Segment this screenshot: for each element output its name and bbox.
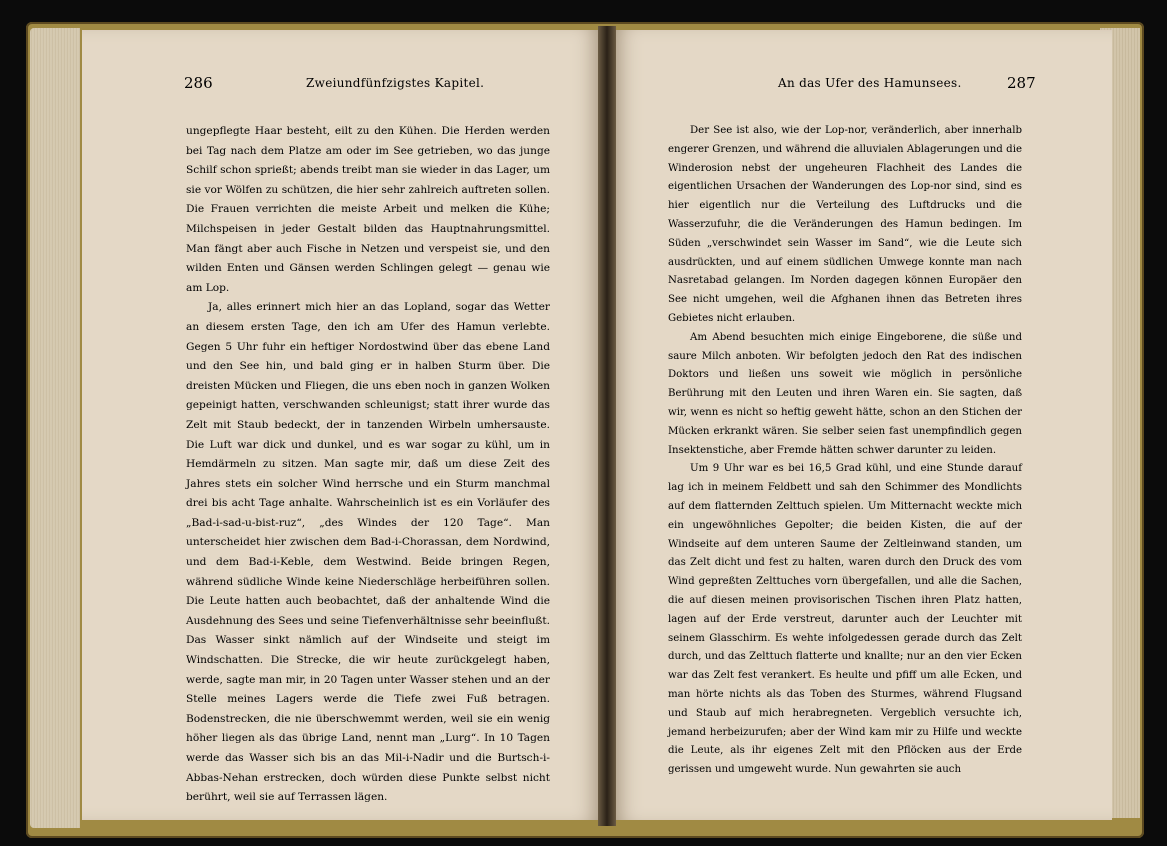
right-page-number: 287: [1007, 74, 1036, 92]
right-page-body: [668, 122, 1022, 780]
left-paragraph-1: ungepflegte Haar besteht, eilt zu den Kühen. Die Herden werden bei Tag nach dem Platze am oder im See getrieben, wo das junge Schilf schon sprießt; abends treibt man sie wieder in das Lager, um sie vor Wölfen zu schützen, die hier sehr zahlreich auftreten sollen. Die Frauen verrichten die meiste Arbeit und melken die Kühe; Milchspeisen in jeder Gestalt bilden das Hauptnahrungsmittel. Man fängt aber auch Fische in Netzen und verspeist sie, und den wilden Enten und Gänsen werden Schlingen gelegt — genau wie am Lop.: [186, 125, 550, 294]
page-edges-left: [30, 28, 80, 828]
right-paragraph-2: Am Abend besuchten mich einige Eingeborene, die süße und saure Milch anboten. Wir befolgten jedoch den Rat des indischen Doktors und ließen uns soweit wie möglich in persönliche Berührung mit den Leuten und ihren Waren ein. Sie sagten, daß wir, wenn es nicht so heftig geweht hätte, schon an den Stichen der Mücken erkrankt wären. Sie selber seien fast unempfindlich gegen Insektenstiche, aber Fremde hätten schwer darunter zu leiden.: [668, 331, 1022, 456]
left-page-body: [186, 122, 550, 808]
book-gutter: [598, 26, 616, 826]
left-page-number: 286: [184, 74, 213, 92]
right-paragraph-1: Der See ist also, wie der Lop-nor, veränderlich, aber innerhalb engerer Grenzen, und während die alluvialen Ablagerungen und die Winderosion nebst der ungeheuren Flachheit des Landes die eigentlichen Ursachen der Wanderungen des Lop-nor sind, sind es hier eigentlich nur die Verteilung des Luftdrucks und die Wasserzufuhr, die die Veränderungen des Hamun bedingen. Im Süden „verschwindet sein Wasser im Sand“, wie die Leute sich ausdrückten, und auf einem südlichen Umwege konnte man nach Nasretabad gelangen. Im Norden dagegen können Europäer den See nicht umgehen, weil die Afghanen ihnen das Betreten ihres Gebietes nicht erlauben.: [668, 125, 1022, 324]
right-paragraph-3: Um 9 Uhr war es bei 16,5 Grad kühl, und eine Stunde darauf lag ich in meinem Feldbett und sah den Schimmer des Mondlichts auf dem flatternden Zelttuch spielen. Um Mitternacht weckte mich ein ungewöhnliches Gepolter; die beiden Kisten, die auf der Windseite auf dem unteren Saume der Zeltleinwand standen, um das Zelt dicht und fest zu halten, waren durch den Druck des vom Wind gepreßten Zelttuches vorn übergefallen, und alle die Sachen, die auf diesen meinen provisorischen Tischen ihren Platz hatten, lagen auf der Erde verstreut, darunter auch der Leuchter mit seinem Glasschirm. Es wehte infolgedessen gerade durch das Zelt durch, und das Zelttuch flatterte und knallte; nur an den vier Ecken war das Zelt fest verankert. Es heulte und pfiff um alle Ecken, und man hörte nichts als das Toben des Sturmes, während Flugsand und Staub auf mich herabregneten. Vergeblich versuchte ich, jemand herbeizurufen; aber der Wind kam mir zu Hilfe und weckte die Leute, als ihr eigenes Zelt mit den Pflöcken aus der Erde gerissen und umgeweht wurde. Nun gewahrten sie auch: [668, 463, 1022, 776]
left-running-head: Zweiundfünfzigstes Kapitel.: [306, 76, 485, 90]
left-paragraph-2: Ja, alles erinnert mich hier an das Lopland, sogar das Wetter an diesem ersten Tage, den ich am Ufer des Hamun verlebte. Gegen 5 Uhr fuhr ein heftiger Nordostwind über das ebene Land und den See hin, und bald ging er in halben Sturm über. Die dreisten Mücken und Fliegen, die uns eben noch in ganzen Wolken gepeinigt hatten, verschwanden schleunigst; statt ihrer wurde das Zelt mit Staub bedeckt, der in tanzenden Wirbeln umhersauste. Die Luft war dick und dunkel, und es war sogar zu kühl, um in Hemdärmeln zu sitzen. Man sagte mir, daß um diese Zeit des Jahres stets ein solcher Wind herrsche und ein Sturm manchmal drei bis acht Tage anhalte. Wahrscheinlich ist es ein Vorläufer des „Bad-i-sad-u-bist-ruz“, „des Windes der 120 Tage“. Man unterscheidet hier zwischen dem Bad-i-Chorassan, dem Nordwind, und dem Bad-i-Keble, dem Westwind. Beide bringen Regen, während südliche Winde keine Niederschläge herbeiführen sollen. Die Leute hatten auch beobachtet, daß der anhaltende Wind die Ausdehnung des Sees und seine Tiefenverhältnisse sehr beeinflußt. Das Wasser sinkt nämlich auf der Windseite und steigt im Windschatten. Die Strecke, die wir heute zurückgelegt haben, werde, sagte man mir, in 20 Tagen unter Wasser stehen und an der Stelle meines Lagers werde die Tiefe zwei Fuß betragen. Bodenstrecken, die nie überschwemmt werden, weil sie ein wenig höher liegen als das übrige Land, nennt man „Lurg“. In 10 Tagen werde das Wasser sich bis an das Mil-i-Nadir und die Burtsch-i-Abbas-Nehan erstrecken, doch würden diese Punkte selbst nicht berührt, weil sie auf Terrassen lägen.: [186, 301, 550, 804]
right-running-head: An das Ufer des Hamunsees.: [778, 76, 962, 90]
